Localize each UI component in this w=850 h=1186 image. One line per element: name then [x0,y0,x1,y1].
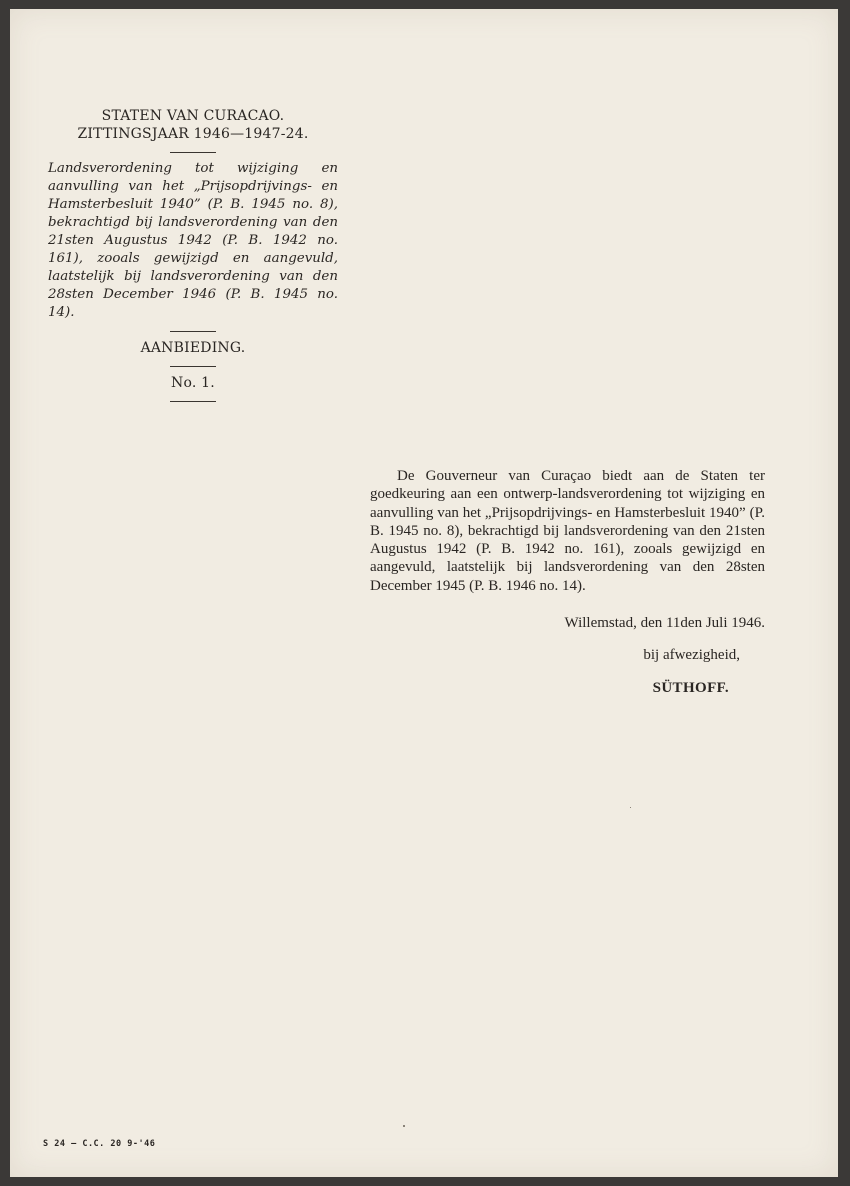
divider-rule [170,331,216,332]
paper-speck [630,807,631,808]
signature-name: SÜTHOFF. [652,679,729,696]
document-page [10,9,838,1177]
body-paragraph: De Gouverneur van Curaçao biedt aan de Staten ter goedkeuring aan een ontwerp-landsverordening tot wijziging en aanvulling van het „Prijsopdrijvings- en Hamsterbesluit 1940” (P. B. 1945 no. 8), bekrachtigd bij landsverordening van den 21sten Augustus 1942 (P. B. 1942 no. 161), zooals gewijzigd en aangevuld, laatstelijk bij landsverordening van den 28sten December 1945 (P. B. 1946 no. 14). [370,468,765,594]
header-line-1: STATEN VAN CURACAO. [101,108,285,124]
body-block [370,467,765,697]
document-number: No. 1. [171,375,215,391]
divider-rule [170,152,216,153]
paper-speck [403,1125,405,1127]
print-code: S 24 — C.C. 20 9-'46 [43,1139,156,1149]
header-line-2: ZITTINGSJAAR 1946—1947-24. [77,126,309,142]
document-type: AANBIEDING. [140,340,246,356]
subject-text: Landsverordening tot wijziging en aanvulling van het „Prijsopdrijvings- en Hamsterbesluit 1940” (P. B. 1945 no. 8), bekrachtigd bij landsverordening van den 21sten Augustus 1942 (P. B. 1942 no. 161), zooals gewijzigd en aangevuld, laatstelijk bij landsverordening van den 28sten December 1946 (P. B. 1945 no. 14). [48,161,338,320]
place-date: Willemstad, den 11den Juli 1946. [564,615,765,632]
title-block [48,107,338,409]
divider-rule [170,366,216,367]
absence-note: bij afwezigheid, [643,647,740,664]
divider-rule [170,401,216,402]
